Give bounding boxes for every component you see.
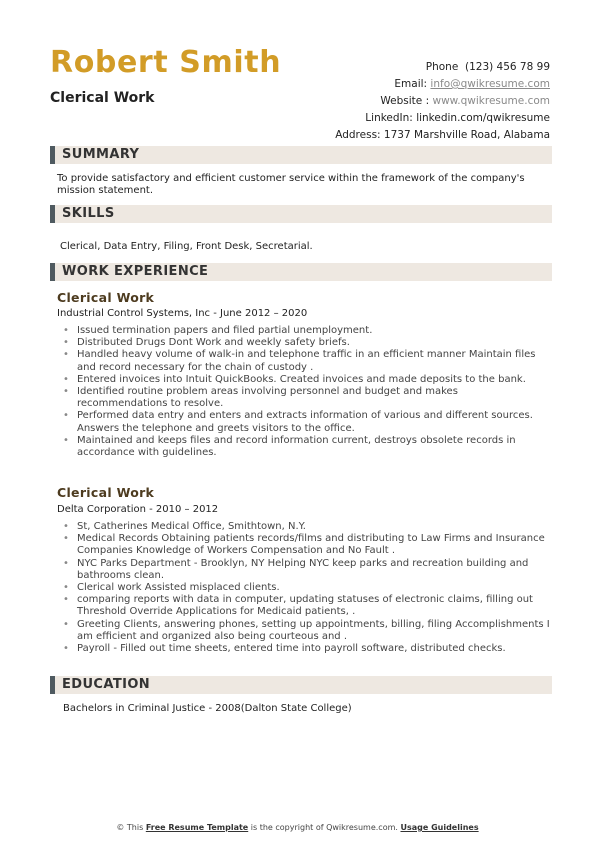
email-label: Email:: [394, 78, 428, 90]
list-item: • Medical Records Obtaining patients records/films and distributing to Law Firms and Insurance Companies Knowledge of Workers Compensation and No Fault .: [63, 533, 550, 557]
list-item: • St, Catherines Medical Office, Smithtown, N.Y.: [63, 521, 550, 533]
address-value: 1737 Marshville Road, Alabama: [383, 129, 550, 141]
address-row: [220, 127, 550, 144]
website-label: Website :: [380, 95, 430, 107]
list-item: • Distributed Drugs Dont Work and weekly safety briefs.: [63, 337, 550, 349]
skills-text: Clerical, Data Entry, Filing, Front Desk, Secretarial.: [60, 241, 313, 252]
job2-title: Clerical Work: [57, 485, 155, 500]
phone-row: [220, 59, 550, 76]
usage-guidelines-link[interactable]: Usage Guidelines: [400, 823, 479, 832]
list-item: • Identified routine problem areas involving personnel and budget and makes recommendations to resolve.: [63, 386, 550, 410]
list-item: • Entered invoices into Intuit QuickBooks. Created invoices and made deposits to the bank.: [63, 374, 550, 386]
job1-bullets: [63, 325, 550, 459]
education-heading: EDUCATION: [50, 676, 552, 694]
linkedin-label: LinkedIn:: [365, 112, 413, 124]
footer-prefix: © This: [116, 823, 144, 832]
list-item: • Maintained and keeps files and record information current, destroys obsolete records in accordance with guidelines.: [63, 435, 550, 459]
website-link[interactable]: www.qwikresume.com: [432, 95, 550, 107]
summary-text: To provide satisfactory and efficient customer service within the framework of the company's mission statement.: [57, 173, 525, 196]
job2-company: Delta Corporation - 2010 – 2012: [57, 504, 219, 515]
list-item: • NYC Parks Department - Brooklyn, NY Helping NYC keep parks and recreation building and bathrooms clean.: [63, 558, 550, 582]
website-row: [220, 93, 550, 110]
list-item: • Payroll - Filled out time sheets, entered time into payroll software, distributed checks.: [63, 643, 550, 655]
free-resume-template-link[interactable]: Free Resume Template: [145, 823, 249, 832]
contact-block: [220, 59, 550, 144]
job-title: Clerical Work: [50, 90, 155, 106]
email-row: [220, 76, 550, 93]
list-item: • Clerical work Assisted misplaced clients.: [63, 582, 550, 594]
footer: [0, 823, 595, 832]
education-text: Bachelors in Criminal Justice - 2008(Dalton State College): [63, 703, 352, 714]
list-item: • comparing reports with data in computer, updating statuses of electronic claims, filling out Threshold Override Applications for Medicaid patients, .: [63, 594, 550, 618]
email-link[interactable]: info@qwikresume.com: [430, 78, 550, 90]
footer-middle: is the copyright of Qwikresume.com.: [250, 823, 398, 832]
summary-heading: SUMMARY: [50, 146, 552, 164]
job1-title: Clerical Work: [57, 290, 155, 305]
job1-company: Industrial Control Systems, Inc - June 2012 – 2020: [57, 308, 308, 319]
job2-bullets: [63, 521, 550, 655]
address-label: Address:: [335, 129, 381, 141]
list-item: • Performed data entry and enters and extracts information of various and different sources. Answers the telephone and greets visitors to the office.: [63, 410, 550, 434]
linkedin-value: linkedin.com/qwikresume: [416, 112, 550, 124]
candidate-name: Robert Smith: [50, 45, 282, 80]
skills-heading: SKILLS: [50, 205, 552, 223]
phone-label: Phone: [425, 61, 459, 73]
list-item: • Handled heavy volume of walk-in and telephone traffic in an efficient manner Maintain files and record necessary for the chain of custody .: [63, 349, 550, 373]
linkedin-row: [220, 110, 550, 127]
work-experience-heading: WORK EXPERIENCE: [50, 263, 552, 281]
phone-value: (123) 456 78 99: [464, 61, 550, 73]
list-item: • Greeting Clients, answering phones, setting up appointments, billing, filing Accomplishments I am efficient and organized also being courteous and .: [63, 619, 550, 643]
list-item: • Issued termination papers and filed partial unemployment.: [63, 325, 550, 337]
